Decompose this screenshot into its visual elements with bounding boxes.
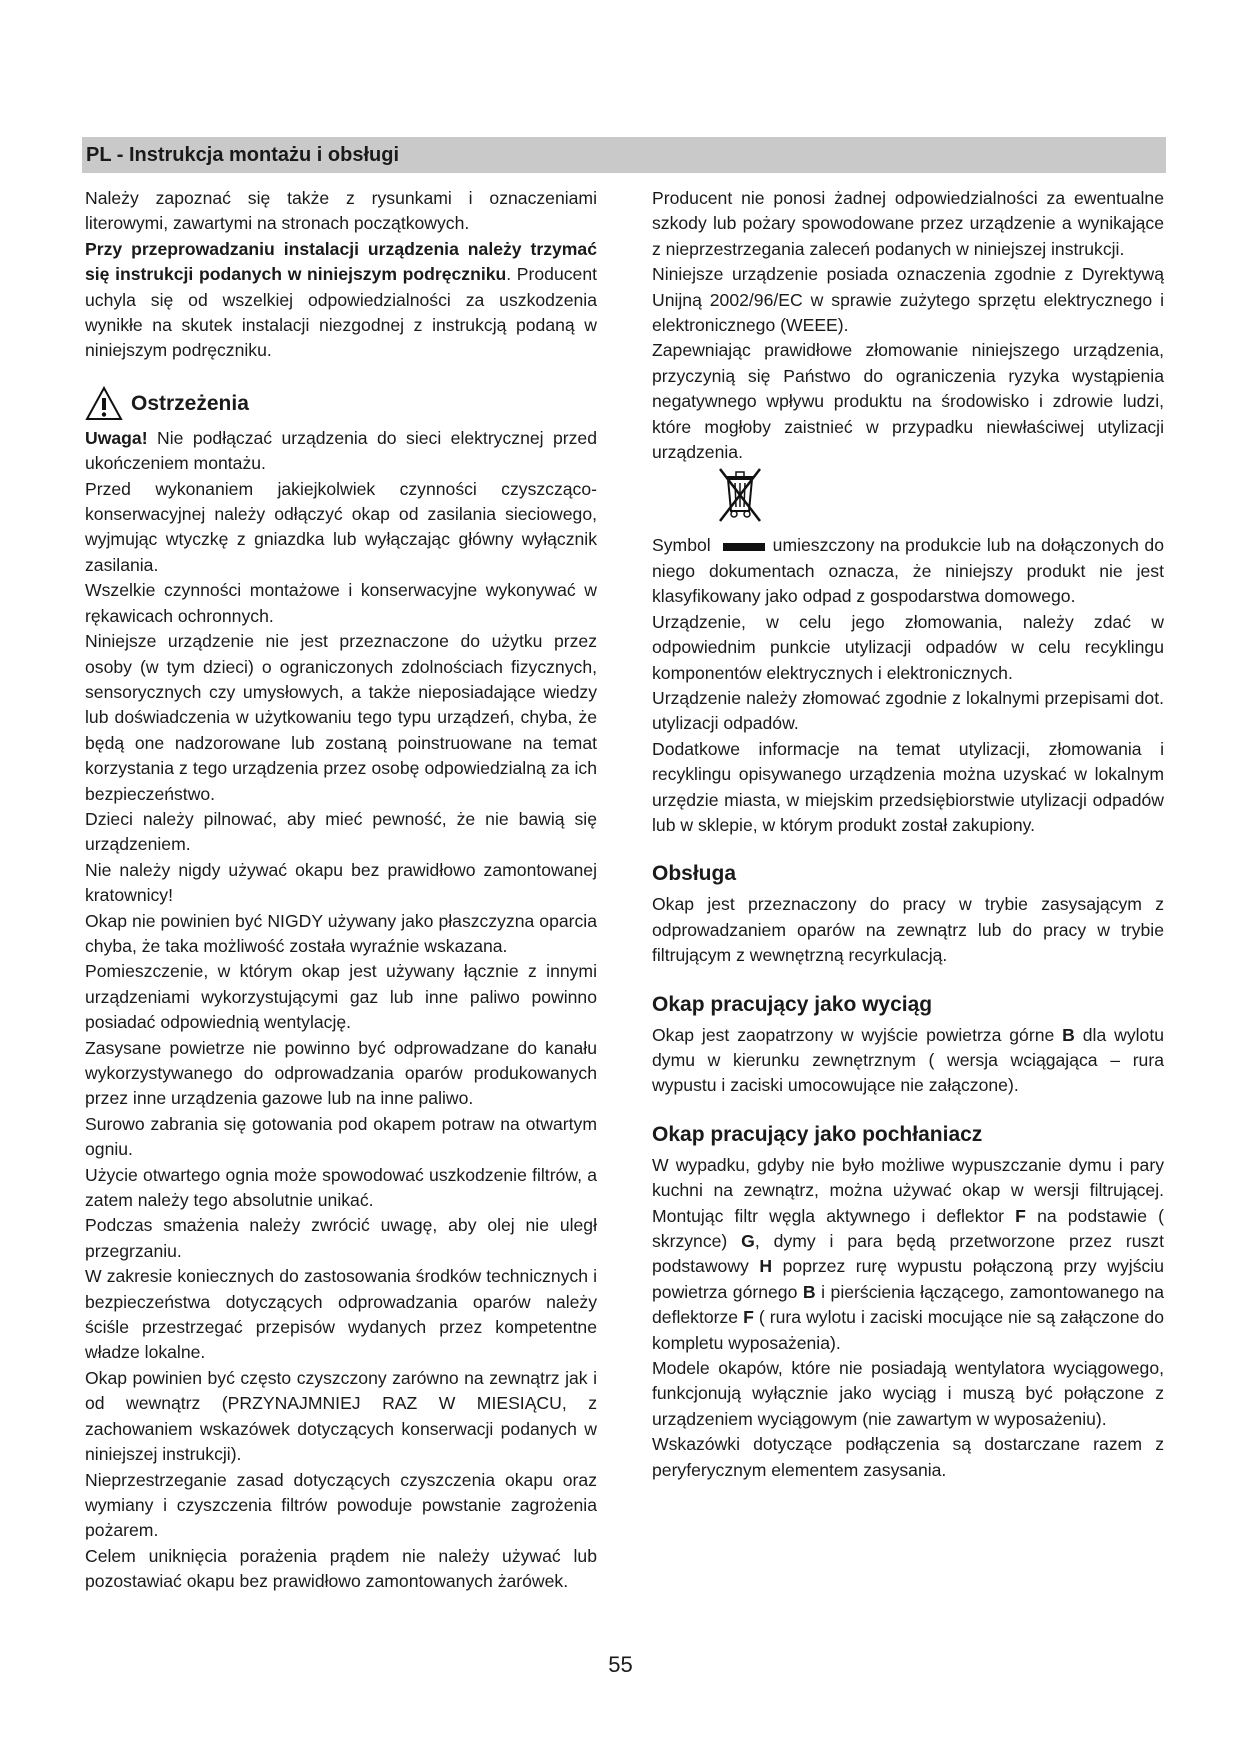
base-letter-g: G xyxy=(741,1231,755,1251)
symbol-label: Symbol xyxy=(652,535,711,556)
weee-bin-symbol xyxy=(652,465,1164,525)
uwaga-text: Nie podłączać urządzenia do sieci elektrycznej przed ukończeniem montażu. xyxy=(85,427,597,474)
extraction-mode-heading: Okap pracujący jako wyciąg xyxy=(652,992,933,1016)
deflector-letter-f: F xyxy=(743,1307,754,1328)
warning-paragraph: Okap nie powinien być NIGDY używany jako płaszczyzna oparcia chyba, że taka możliwość została wyraźnie wskazana. xyxy=(85,910,597,956)
warning-paragraph: Przed wykonaniem jakiejkolwiek czynności czyszcząco-konserwacyjnej należy odłączyć okap od zasilania sieciowego, wyjmując wtyczkę z gniazdka lub wyłączając główny wyłącznik zasilania. xyxy=(85,478,597,575)
filter-mode-paragraph xyxy=(652,1153,1164,1356)
extraction-text: dla wylotu dymu w kierunku zewnętrznym ( wersja wciągająca – rura wypustu i zaciski umocowujące nie załączone). xyxy=(652,1024,1165,1096)
weee-bar-icon xyxy=(723,543,765,551)
extraction-mode-paragraph xyxy=(652,1023,1164,1099)
filter-text: ( rura wylotu i zaciski mocujące nie są załączone do kompletu wyposażenia). xyxy=(652,1307,1164,1353)
intro-instructions-paragraph xyxy=(85,237,597,364)
uwaga-paragraph xyxy=(85,426,597,477)
warning-paragraph: Wszelkie czynności montażowe i konserwacyjne wykonywać w rękawicach ochronnych. xyxy=(85,580,597,626)
right-column xyxy=(652,186,1164,1483)
warning-paragraph: Nie należy nigdy używać okapu bez prawidłowo zamontowanej kratownicy! xyxy=(85,859,597,906)
warning-triangle-icon xyxy=(85,386,123,422)
weee-paragraph: Niniejsze urządzenie posiada oznaczenia zgodnie z Dyrektywą Unijną 2002/96/EC w sprawie zużytego sprzętu elektrycznego i elektronicznego (WEEE). xyxy=(652,264,1164,336)
warning-paragraph: Podczas smażenia należy zwrócić uwagę, aby olej nie uległ przegrzaniu. xyxy=(85,1215,597,1261)
filter-mode-heading: Okap pracujący jako pochłaniacz xyxy=(652,1122,983,1146)
crossed-out-bin-icon xyxy=(714,465,766,525)
warnings-heading xyxy=(85,384,597,424)
warning-paragraph: Użycie otwartego ognia może spowodować uszkodzenie filtrów, a zatem należy tego absolutnie unikać. xyxy=(85,1164,597,1211)
outlet-letter-b: B xyxy=(1062,1024,1075,1045)
section-header-bar xyxy=(82,137,1166,173)
connection-tips-paragraph: Wskazówki dotyczące podłączenia są dostarczane razem z peryferycznym elementem zasysania. xyxy=(652,1434,1164,1480)
symbol-text: umieszczony na produkcie lub na dołączonych do niego dokumentach oznacza, że niniejszy produkt nie jest klasyfikowany jako odpad z gospodarstwa domowego. xyxy=(652,535,1164,607)
intro-bold-text: Przy przeprowadzaniu instalacji urządzenia należy trzymać się instrukcji podanych w niniejszym podręczniku xyxy=(85,238,597,285)
warning-paragraph: Nieprzestrzeganie zasad dotyczących czyszczenia okapu oraz wymiany i czyszczenia filtrów powoduje powstanie zagrożenia pożarem. xyxy=(85,1469,597,1541)
warnings-heading-text: Ostrzeżenia xyxy=(131,392,249,416)
filter-text: poprzez rurę wypustu połączoną przy wyjściu powietrza górnego xyxy=(652,1256,1164,1302)
filter-text: W wypadku, gdyby nie było możliwe wypuszczanie dymu i pary kuchni na zewnątrz, można używać okap w wersji filtrującej. Montując filtr węgla aktywnego i deflektor xyxy=(652,1154,1164,1226)
additional-info-paragraph: Dodatkowe informacje na temat utylizacji, złomowania i recyklingu opisywanego urządzenia można uzyskać w lokalnym urzędzie miasta, w miejskim przedsiębiorstwie utylizacji odpadów lub w sklepie, w którym produkt został zakupiony. xyxy=(652,738,1164,835)
intro-paragraph: Należy zapoznać się także z rysunkami i oznaczeniami literowymi, zawartymi na stronach początkowych. xyxy=(85,188,597,234)
warning-paragraph: Celem uniknięcia porażenia prądem nie należy używać lub pozostawiać okapu bez prawidłowo zamontowanych żarówek. xyxy=(85,1545,597,1592)
filter-text: i pierścienia łączącego, zamontowanego na deflektorze xyxy=(652,1281,1164,1328)
obsluga-heading: Obsługa xyxy=(652,862,737,886)
outlet-letter-b: B xyxy=(802,1281,816,1302)
extraction-text: Okap jest zaopatrzony w wyjście powietrza górne xyxy=(652,1024,1063,1045)
liability-paragraph: Producent nie ponosi żadnej odpowiedzialności za ewentualne szkody lub pożary spowodowane przez urządzenie a wynikające z nieprzestrzegania zaleceń podanych w niniejszej instrukcji. xyxy=(652,188,1164,259)
disposal-paragraph: Zapewniając prawidłowe złomowanie niniejszego urządzenia, przyczynią się Państwo do ograniczenia ryzyka wystąpienia negatywnego wpływu produktu na środowisko i zdrowie ludzi, które mogłoby zaistnieć w przypadku niewłaściwej utylizacji urządzenia. xyxy=(652,340,1164,463)
local-regulations-paragraph: Urządzenie należy złomować zgodnie z lokalnymi przepisami dot. utylizacji odpadów. xyxy=(652,687,1164,734)
warning-paragraph: Niniejsze urządzenie nie jest przeznaczone do użytku przez osoby (w tym dzieci) o ograniczonych zdolnościach fizycznych, sensorycznych czy umysłowych, a także nieposiadające wiedzy lub doświadczenia w użytkowaniu tego typu urządzeń, chyba, że będą one nadzorowane lub zostaną poinstruowane na temat korzystania z tego urządzenia przez osobę odpowiedzialną za ich bezpieczeństwo. xyxy=(85,631,597,804)
obsluga-paragraph: Okap jest przeznaczony do pracy w trybie zasysającym z odprowadzaniem oparów na zewnątrz lub do pracy w trybie filtrującym z wewnętrzną recyrkulacją. xyxy=(652,894,1164,966)
deflector-letter-f: F xyxy=(1015,1205,1026,1226)
symbol-paragraph xyxy=(652,533,1164,609)
page-title: PL - Instrukcja montażu i obsługi xyxy=(86,144,399,166)
warning-paragraph: Zasysane powietrze nie powinno być odprowadzane do kanału wykorzystywanego do odprowadzania oparów produkowanych przez inne urządzenia gazowe lub na inne paliwo. xyxy=(85,1037,597,1109)
warning-paragraph: Surowo zabrania się gotowania pod okapem potraw na otwartym ogniu. xyxy=(85,1113,597,1160)
uwaga-label: Uwaga! xyxy=(85,427,148,448)
intro-rest-text: . Producent uchyla się od wszelkiej odpowiedzialności za uszkodzenia wynikłe na skutek instalacji niezgodnej z instrukcją podaną w niniejszym podręczniku. xyxy=(85,264,598,361)
recycling-paragraph: Urządzenie, w celu jego złomowania, należy zdać w odpowiednim punkcie utylizacji odpadów w celu recyklingu komponentów elektrycznych i elektronicznych. xyxy=(652,611,1164,683)
warning-paragraph: Dzieci należy pilnować, aby mieć pewność, że nie bawią się urządzeniem. xyxy=(85,808,597,855)
left-column xyxy=(85,186,597,1595)
filter-text: na podstawie ( skrzynce) xyxy=(652,1205,1164,1251)
warning-paragraph: Pomieszczenie, w którym okap jest używany łącznie z innymi urządzeniami wykorzystującymi gaz lub inne paliwo powinno posiadać odpowiednią wentylację. xyxy=(85,961,597,1033)
warning-paragraph: W zakresie koniecznych do zastosowania środków technicznych i bezpieczeństwa dotyczących odprowadzania oparów należy ściśle przestrzegać przepisów wydanych przez kompetentne władze lokalne. xyxy=(85,1266,597,1363)
warning-paragraph: Okap powinien być często czyszczony zarówno na zewnątrz jak i od wewnątrz (PRZYNAJMNIEJ RAZ W MIESIĄCU, z zachowaniem wskazówek dotyczących konserwacji podanych w niniejszej instrukcji). xyxy=(85,1367,597,1465)
filter-text: , dymy i para będą przetworzone przez ruszt podstawowy xyxy=(652,1231,1164,1277)
page-number: 55 xyxy=(608,1652,633,1677)
models-paragraph: Modele okapów, które nie posiadają wentylatora wyciągowego, funkcjonują wyłącznie jako wyciąg i muszą być połączone z urządzeniem wyciągowym (nie zawartym w wyposażeniu). xyxy=(652,1358,1164,1429)
grate-letter-h: H xyxy=(759,1256,773,1277)
